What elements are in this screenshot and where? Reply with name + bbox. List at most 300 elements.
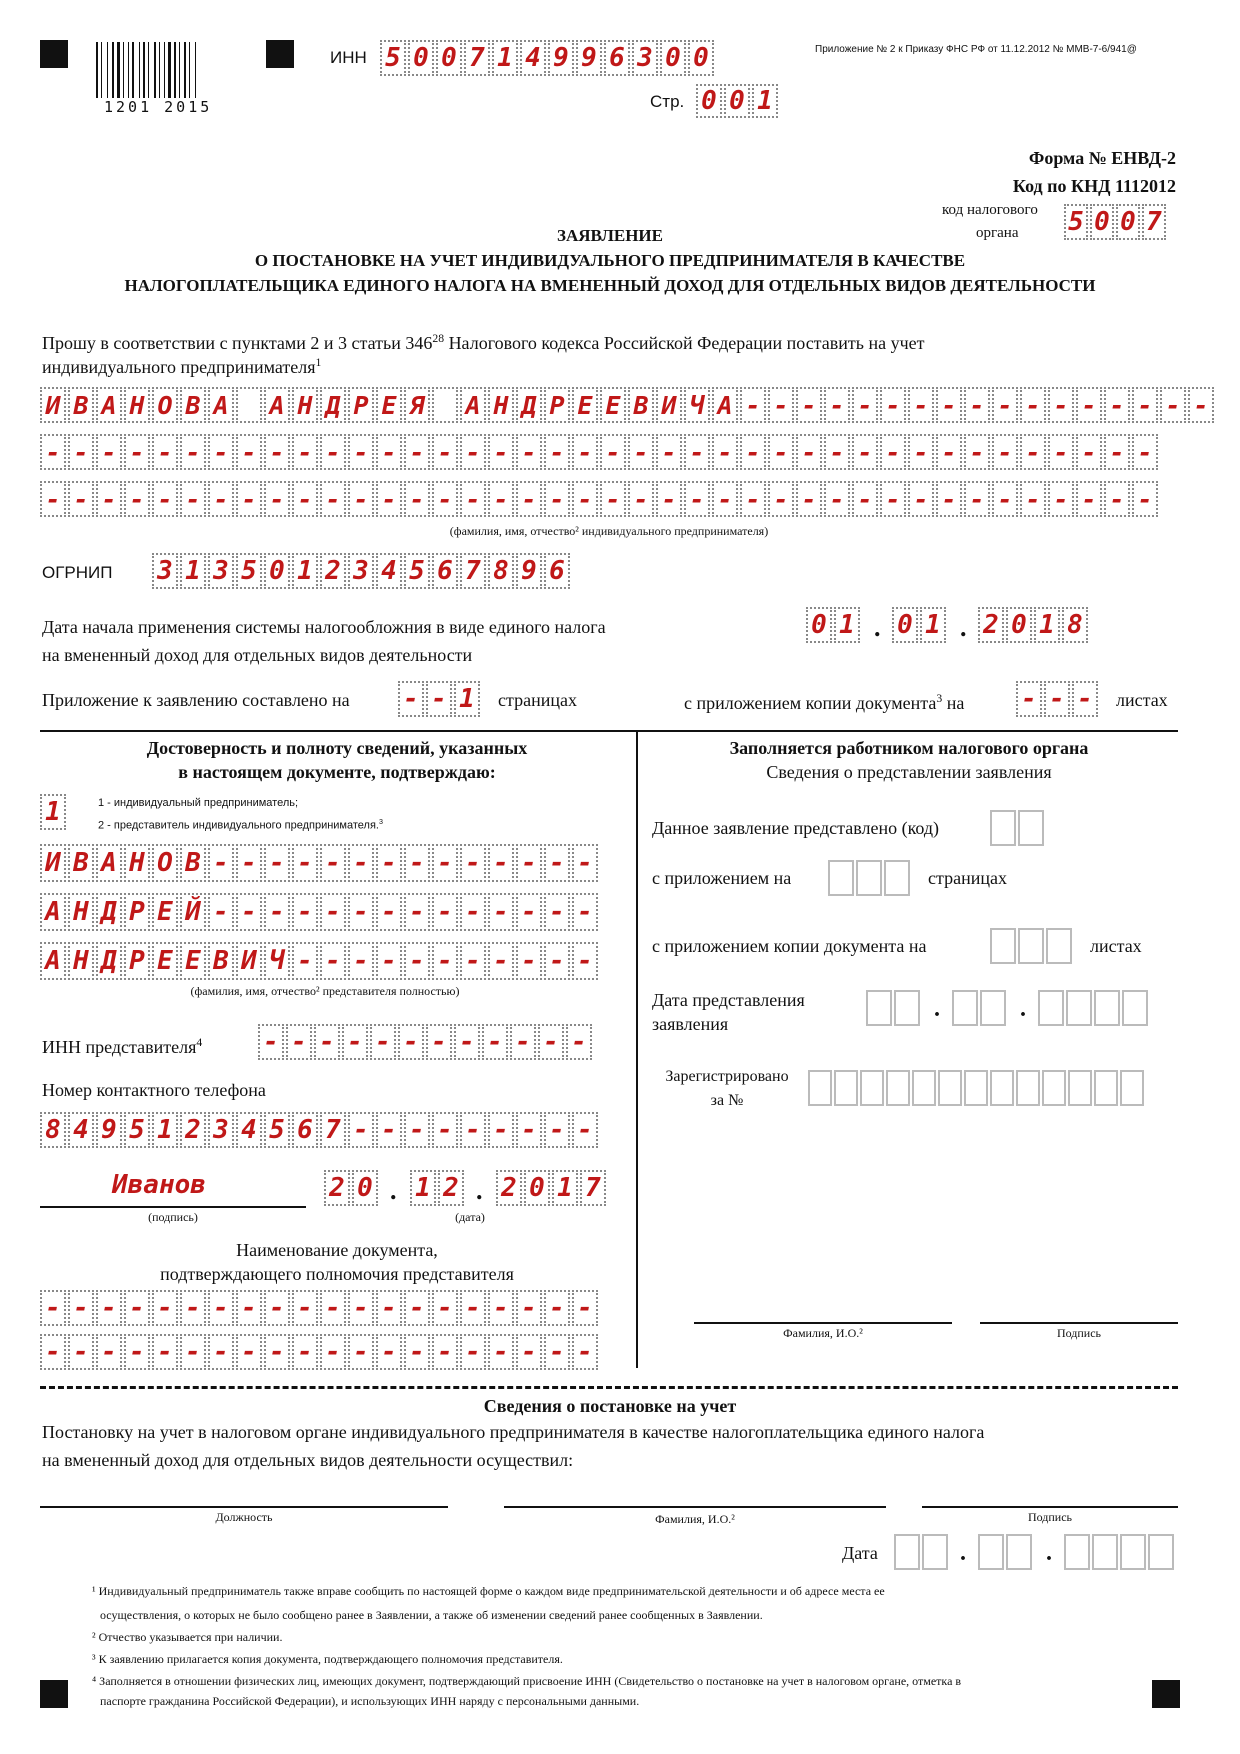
barcode-bar (174, 42, 176, 98)
form-name: Форма № ЕНВД-2 (1028, 148, 1176, 168)
char-cell: Д (516, 387, 542, 423)
char-cell: - (1132, 387, 1158, 423)
registration-text-2: на вмененный доход для отдельных видов деятельности осуществил: (42, 1450, 574, 1470)
ogrnip-cells[interactable] (152, 553, 572, 589)
char-cell: - (460, 844, 486, 882)
char-cell: - (454, 1024, 480, 1060)
char-cell: - (426, 681, 452, 717)
char-cell: - (320, 942, 346, 980)
char-cell: - (320, 844, 346, 882)
char-cell: - (1104, 434, 1130, 470)
right-date-month[interactable] (952, 990, 1008, 1026)
char-cell: - (264, 893, 290, 931)
rep-fio-row-1[interactable] (40, 844, 600, 882)
char-cell: - (180, 434, 206, 470)
char-cell: - (208, 481, 234, 517)
empty-cell (980, 990, 1006, 1026)
char-cell: - (460, 434, 486, 470)
char-cell: - (404, 844, 430, 882)
char-cell: - (320, 1334, 346, 1370)
rep-fio-row-2[interactable] (40, 893, 600, 931)
attachment-copy-cells[interactable] (1016, 681, 1100, 717)
char-cell: 2 (496, 1170, 522, 1206)
empty-cell (828, 860, 854, 896)
char-cell: - (488, 844, 514, 882)
right-date-year[interactable] (1038, 990, 1150, 1026)
char-cell: 8 (40, 1112, 66, 1148)
char-cell: - (740, 481, 766, 517)
char-cell: Й (180, 893, 206, 931)
empty-cell (1068, 1070, 1092, 1106)
char-cell: О (152, 387, 178, 423)
char-cell: 3 (208, 553, 234, 589)
char-cell: 5 (236, 553, 262, 589)
char-cell: 1 (552, 1170, 578, 1206)
char-cell: А (712, 387, 738, 423)
submit-code-label: Данное заявление представлено (код) (652, 818, 940, 838)
char-cell: Р (124, 893, 150, 931)
right-date-sep-2: . (1020, 996, 1026, 1022)
barcode-bar (132, 42, 134, 98)
right-copy-cells[interactable] (990, 928, 1074, 964)
sign-date-year[interactable] (496, 1170, 608, 1206)
char-cell: - (572, 434, 598, 470)
knd-code: Код по КНД 1112012 (1012, 176, 1176, 196)
char-cell: - (68, 1334, 94, 1370)
char-cell: - (572, 481, 598, 517)
char-cell: - (292, 1290, 318, 1326)
submit-code-cells[interactable] (990, 810, 1046, 846)
char-cell: - (516, 1334, 542, 1370)
right-fio-caption: Фамилия, И.О.² (783, 1326, 863, 1340)
char-cell: 0 (696, 84, 722, 118)
char-cell: - (656, 481, 682, 517)
right-copy-label: с приложением копии документа на (652, 936, 927, 956)
right-fio-line (694, 1322, 952, 1324)
appendix-note: Приложение № 2 к Приказу ФНС РФ от 11.12.2012 № ММВ-7-6/941@ (815, 44, 1137, 55)
footnote-3: ³ К заявлению прилагается копия документа, подтверждающего полномочия представителя. (92, 1652, 563, 1666)
tax-officer-subheading: Сведения о представлении заявления (766, 762, 1052, 782)
char-cell: - (348, 1290, 374, 1326)
char-cell: 4 (520, 40, 546, 76)
inn-cells[interactable] (380, 40, 716, 76)
char-cell: - (1048, 481, 1074, 517)
page-cells[interactable] (696, 84, 780, 118)
barcode-bar (168, 42, 171, 98)
barcode-bar (159, 42, 160, 98)
char-cell: - (572, 844, 598, 882)
char-cell: - (482, 1024, 508, 1060)
empty-cell (1066, 990, 1092, 1026)
confirm-heading-1: Достоверность и полноту сведений, указанных (146, 738, 528, 758)
char-cell: - (180, 481, 206, 517)
char-cell: А (264, 387, 290, 423)
char-cell: - (180, 1290, 206, 1326)
sign-date-sep-2: . (476, 1176, 483, 1205)
char-cell: - (460, 1334, 486, 1370)
char-cell: - (1104, 481, 1130, 517)
char-cell: - (236, 893, 262, 931)
char-cell: - (320, 1290, 346, 1326)
char-cell: - (376, 1112, 402, 1148)
char-cell: А (208, 387, 234, 423)
barcode-bar (184, 42, 186, 98)
char-cell: 9 (548, 40, 574, 76)
right-pages-suffix: страницах (928, 868, 1007, 888)
char-cell: - (460, 1290, 486, 1326)
char-cell: - (516, 1290, 542, 1326)
phone-cells[interactable] (40, 1112, 600, 1148)
char-cell: - (796, 434, 822, 470)
char-cell: 0 (688, 40, 714, 76)
char-cell: - (1048, 387, 1074, 423)
char-cell: 9 (576, 40, 602, 76)
char-cell: - (236, 434, 262, 470)
char-cell: - (544, 434, 570, 470)
barcode-bar (107, 42, 108, 98)
empty-cell (1038, 990, 1064, 1026)
bottom-date-year[interactable] (1064, 1534, 1176, 1570)
char-cell: - (208, 893, 234, 931)
right-copy-suffix: листах (1090, 936, 1142, 956)
sign-date-sep-1: . (390, 1176, 397, 1205)
char-cell: Н (124, 844, 150, 882)
char-cell: И (236, 942, 262, 980)
char-cell: - (264, 844, 290, 882)
empty-cell (978, 1534, 1004, 1570)
start-date-day[interactable] (806, 607, 862, 643)
char-cell: - (572, 1112, 598, 1148)
doc-row-1[interactable] (40, 1290, 600, 1326)
char-cell: - (684, 434, 710, 470)
char-cell: - (264, 1290, 290, 1326)
char-cell: - (600, 434, 626, 470)
corner-marker-bottom-left (40, 1680, 68, 1708)
char-cell: О (152, 844, 178, 882)
char-cell: 7 (320, 1112, 346, 1148)
bottom-sign-caption: Подпись (1027, 1510, 1073, 1524)
char-cell: Р (544, 387, 570, 423)
doc-label-2: подтверждающего полномочия представителя (160, 1264, 514, 1284)
char-cell: - (936, 387, 962, 423)
char-cell: И (40, 844, 66, 882)
char-cell: - (404, 942, 430, 980)
bottom-fio-line (504, 1506, 886, 1508)
title-line-1: ЗАЯВЛЕНИЕ (556, 226, 663, 245)
char-cell: - (376, 893, 402, 931)
char-cell: - (376, 434, 402, 470)
char-cell: - (1020, 434, 1046, 470)
char-cell: - (68, 1290, 94, 1326)
char-cell: - (852, 434, 878, 470)
char-cell: 5 (1064, 204, 1088, 240)
sign-date-day[interactable] (324, 1170, 380, 1206)
barcode-bar (123, 42, 124, 98)
char-cell: - (880, 387, 906, 423)
char-cell: - (320, 893, 346, 931)
start-date-sep-1: . (874, 613, 881, 642)
char-cell: 0 (892, 607, 918, 643)
char-cell: - (1048, 434, 1074, 470)
empty-cell (894, 1534, 920, 1570)
char-cell: - (40, 481, 66, 517)
barcode-bar (179, 42, 180, 98)
char-cell: 7 (460, 553, 486, 589)
bottom-date-sep-2: . (1046, 1540, 1052, 1566)
rep-inn-cells[interactable] (258, 1024, 594, 1060)
char-cell: - (572, 893, 598, 931)
char-cell: - (544, 1112, 570, 1148)
char-cell: - (1104, 387, 1130, 423)
sign-date-month[interactable] (410, 1170, 466, 1206)
corner-marker-top-left (40, 40, 68, 68)
empty-cell (922, 1534, 948, 1570)
char-cell: Р (348, 387, 374, 423)
char-cell: Н (68, 942, 94, 980)
char-cell: - (460, 942, 486, 980)
barcode-bar (143, 42, 145, 98)
char-cell: 1 (180, 553, 206, 589)
bottom-date-month[interactable] (978, 1534, 1034, 1570)
char-cell: - (404, 481, 430, 517)
char-cell: - (908, 387, 934, 423)
start-date-year[interactable] (978, 607, 1090, 643)
char-cell: - (824, 387, 850, 423)
char-cell: - (768, 481, 794, 517)
char-cell: 9 (516, 553, 542, 589)
registered-number-cells[interactable] (808, 1070, 1146, 1106)
char-cell: - (1076, 481, 1102, 517)
char-cell: - (936, 481, 962, 517)
char-cell: 2 (978, 607, 1004, 643)
char-cell: - (432, 434, 458, 470)
char-cell: Е (152, 942, 178, 980)
char-cell: - (40, 434, 66, 470)
char-cell: - (824, 434, 850, 470)
char-cell: А (460, 387, 486, 423)
char-cell: - (516, 942, 542, 980)
char-cell: - (236, 844, 262, 882)
char-cell: - (1044, 681, 1070, 717)
barcode (96, 42, 234, 98)
doc-row-2[interactable] (40, 1334, 600, 1370)
barcode-bar (139, 42, 140, 98)
rep-fio-row-3[interactable] (40, 942, 600, 980)
char-cell: - (286, 1024, 312, 1060)
char-cell: - (628, 481, 654, 517)
empty-cell (894, 990, 920, 1026)
char-cell: - (488, 1290, 514, 1326)
char-cell: - (1076, 387, 1102, 423)
empty-cell (856, 860, 882, 896)
char-cell: - (964, 434, 990, 470)
char-cell: - (348, 942, 374, 980)
char-cell: 1 (752, 84, 778, 118)
attachment-pages-cells[interactable] (398, 681, 482, 717)
char-cell: 1 (454, 681, 480, 717)
footnote-1a: ¹ Индивидуальный предприниматель также вправе сообщить по настоящей форме о каждом виде предпринимательской деятельности и об адресе места ее (92, 1584, 885, 1598)
char-cell: - (68, 481, 94, 517)
char-cell: 4 (68, 1112, 94, 1148)
ip-fio-row-1[interactable] (40, 387, 1216, 423)
char-cell: - (538, 1024, 564, 1060)
empty-cell (1018, 928, 1044, 964)
char-cell: В (628, 387, 654, 423)
char-cell: 1 (40, 794, 66, 830)
char-cell: - (964, 387, 990, 423)
char-cell: - (768, 387, 794, 423)
char-cell: - (96, 481, 122, 517)
tax-org-label-1: код налогового (942, 202, 1038, 218)
char-cell: - (96, 434, 122, 470)
char-cell: 3 (632, 40, 658, 76)
char-cell: 1 (152, 1112, 178, 1148)
char-cell: 2 (324, 1170, 350, 1206)
char-cell: - (348, 481, 374, 517)
empty-cell (964, 1070, 988, 1106)
char-cell: - (152, 1290, 178, 1326)
char-cell: 8 (488, 553, 514, 589)
char-cell: Н (488, 387, 514, 423)
char-cell: - (208, 844, 234, 882)
char-cell: - (258, 1024, 284, 1060)
bottom-date-day[interactable] (894, 1534, 950, 1570)
empty-cell (1120, 1070, 1144, 1106)
char-cell: 0 (724, 84, 750, 118)
char-cell: - (992, 481, 1018, 517)
bottom-sign-line (922, 1506, 1178, 1508)
char-cell: - (376, 844, 402, 882)
registration-heading: Сведения о постановке на учет (483, 1396, 737, 1416)
char-cell: 3 (152, 553, 178, 589)
char-cell: 6 (432, 553, 458, 589)
bottom-date-sep-1: . (960, 1540, 966, 1566)
char-cell: 0 (1090, 204, 1114, 240)
char-cell: - (740, 387, 766, 423)
signature-line (40, 1206, 306, 1208)
right-date-day[interactable] (866, 990, 922, 1026)
char-cell: Р (124, 942, 150, 980)
char-cell: - (488, 1112, 514, 1148)
char-cell (432, 387, 458, 423)
empty-cell (952, 990, 978, 1026)
role-option-1: 1 - индивидуальный предприниматель; (98, 797, 299, 809)
position-caption: Должность (215, 1510, 273, 1524)
barcode-bar (101, 42, 102, 98)
ip-fio-row-3[interactable] (40, 481, 1160, 517)
char-cell: 5 (264, 1112, 290, 1148)
footnote-1b: осуществления, о которых не было сообщено ранее в Заявлении, а также об изменении сведений ранее сообщенных в Заявлении. (100, 1608, 763, 1622)
char-cell: И (656, 387, 682, 423)
bottom-date-label: Дата (842, 1543, 878, 1563)
char-cell: 0 (524, 1170, 550, 1206)
char-cell: 7 (1142, 204, 1166, 240)
start-date-month[interactable] (892, 607, 948, 643)
char-cell: - (376, 942, 402, 980)
char-cell: - (544, 481, 570, 517)
char-cell: - (712, 434, 738, 470)
char-cell: Е (180, 942, 206, 980)
char-cell: А (96, 844, 122, 882)
char-cell: Е (152, 893, 178, 931)
char-cell: 5 (380, 40, 406, 76)
section-vertical-rule (636, 730, 638, 1368)
char-cell: 6 (544, 553, 570, 589)
char-cell: В (180, 387, 206, 423)
char-cell: 6 (604, 40, 630, 76)
title-line-2: О ПОСТАНОВКЕ НА УЧЕТ ИНДИВИДУАЛЬНОГО ПРЕДПРИНИМАТЕЛЯ В КАЧЕСТВЕ (254, 251, 966, 270)
char-cell: А (40, 942, 66, 980)
char-cell: - (292, 1334, 318, 1370)
ip-fio-row-2[interactable] (40, 434, 1160, 470)
char-cell: 0 (436, 40, 462, 76)
rep-fio-caption: (фамилия, имя, отчество² представителя полностью) (190, 984, 460, 998)
char-cell: - (796, 481, 822, 517)
char-cell: - (460, 1112, 486, 1148)
empty-cell (938, 1070, 962, 1106)
char-cell (236, 387, 262, 423)
char-cell: - (404, 893, 430, 931)
char-cell: - (68, 434, 94, 470)
section-top-rule (40, 730, 1178, 732)
empty-cell (990, 928, 1016, 964)
char-cell: 3 (208, 1112, 234, 1148)
registered-label-1: Зарегистрировано (665, 1068, 789, 1085)
char-cell: - (460, 893, 486, 931)
right-pages-cells[interactable] (828, 860, 912, 896)
char-cell: Е (376, 387, 402, 423)
empty-cell (834, 1070, 858, 1106)
char-cell: - (432, 893, 458, 931)
footnote-4b: паспорте гражданина Российской Федерации), и использующих ИНН наряду с персональными данными. (100, 1694, 640, 1708)
char-cell: - (1188, 387, 1214, 423)
char-cell: И (40, 387, 66, 423)
barcode-bar (195, 42, 196, 98)
char-cell: - (510, 1024, 536, 1060)
bottom-fio-caption: Фамилия, И.О.² (655, 1512, 735, 1526)
char-cell: - (292, 481, 318, 517)
char-cell: - (544, 844, 570, 882)
char-cell: - (572, 1290, 598, 1326)
role-cell[interactable] (40, 794, 68, 830)
char-cell: - (370, 1024, 396, 1060)
empty-cell (912, 1070, 936, 1106)
char-cell: - (432, 942, 458, 980)
char-cell: - (572, 1334, 598, 1370)
char-cell: - (432, 844, 458, 882)
empty-cell (1148, 1534, 1174, 1570)
char-cell: 7 (464, 40, 490, 76)
char-cell: - (992, 387, 1018, 423)
char-cell: - (516, 844, 542, 882)
char-cell: 5 (124, 1112, 150, 1148)
confirm-heading-2: в настоящем документе, подтверждаю: (178, 762, 496, 782)
empty-cell (1094, 990, 1120, 1026)
request-text-1: Прошу в соответствии с пунктами 2 и 3 статьи $346^{28}$ Налогового кодекса Российской Федерации поставить на учет (42, 332, 925, 353)
start-date-sep-2: . (960, 613, 967, 642)
empty-cell (808, 1070, 832, 1106)
registration-text-1: Постановку на учет в налоговом органе индивидуального предпринимателя в качестве налогоплательщика единого налога (42, 1422, 985, 1442)
char-cell: 1 (292, 553, 318, 589)
char-cell: - (992, 434, 1018, 470)
char-cell: - (342, 1024, 368, 1060)
request-text-2: индивидуального предпринимателя$^1$ (42, 356, 322, 377)
char-cell: - (628, 434, 654, 470)
char-cell: - (348, 1112, 374, 1148)
registered-label-2: за № (710, 1092, 744, 1109)
char-cell: - (908, 481, 934, 517)
char-cell: В (208, 942, 234, 980)
